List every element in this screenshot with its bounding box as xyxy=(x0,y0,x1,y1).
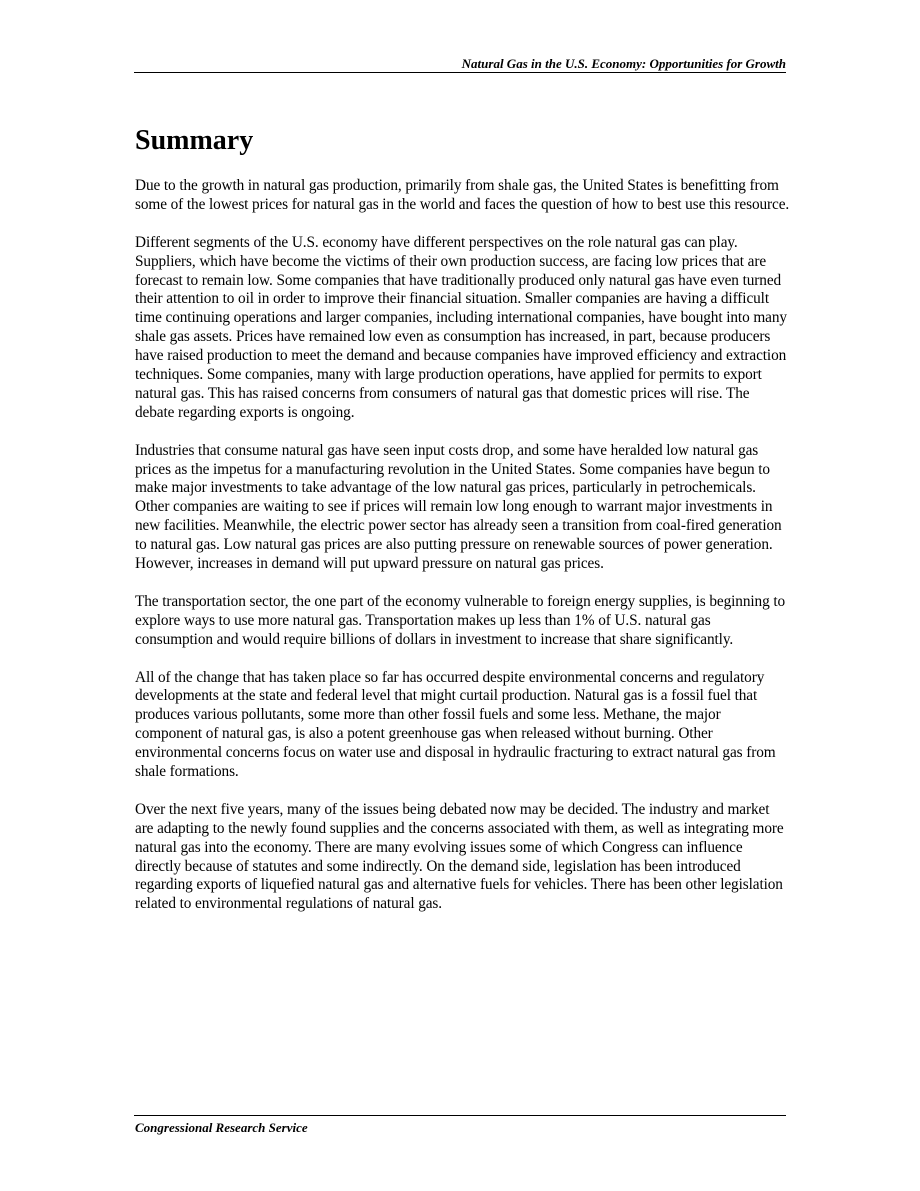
header-divider xyxy=(134,72,786,73)
summary-paragraph-6: Over the next five years, many of the issues being debated now may be decided. The industry and market are adapting to the newly found supplies and the concerns associated with them, as well as integrating more natural gas into the economy. There are many evolving issues some of which Congress can influence directly because of statutes and some indirectly. On the demand side, legislation has been introduced regarding exports of liquefied natural gas and alternative fuels for vehicles. There has been other legislation related to environmental regulations of natural gas. xyxy=(135,800,784,913)
footer-divider xyxy=(134,1115,786,1116)
section-title: Summary xyxy=(135,125,254,156)
summary-paragraph-4: The transportation sector, the one part of the economy vulnerable to foreign energy supplies, is beginning to explore ways to use more natural gas. Transportation makes up less than 1% of U.S. natural gas consumption and would require billions of dollars in investment to increase that share significantly. xyxy=(135,592,786,648)
summary-paragraph-5: All of the change that has taken place so far has occurred despite environmental concerns and regulatory developments at the state and federal level that might curtail production. Natural gas is a fossil fuel that produces various pollutants, some more than other fossil fuels and some less. Methane, the major component of natural gas, is also a potent greenhouse gas when released without burning. Other environmental concerns focus on water use and disposal in hydraulic fracturing to extract natural gas from shale formations. xyxy=(135,668,776,781)
summary-paragraph-2: Different segments of the U.S. economy have different perspectives on the role natural gas can play. Suppliers, which have become the victims of their own production success, are facing low prices that are forecast to remain low. Some companies that have traditionally produced only natural gas have even turned their attention to oil in order to improve their financial situation. Smaller companies are having a difficult time continuing operations and larger companies, including international companies, have bought into many shale gas assets. Prices have remained low even as consumption has increased, in part, because producers have raised production to meet the demand and because companies have improved efficiency and extraction techniques. Some companies, many with large production operations, have applied for permits to export natural gas. This has raised concerns from consumers of natural gas that domestic prices will rise. The debate regarding exports is ongoing. xyxy=(135,233,787,421)
summary-paragraph-1: Due to the growth in natural gas production, primarily from shale gas, the United States is benefitting from some of the lowest prices for natural gas in the world and faces the question of how to best use this resource. xyxy=(135,177,790,213)
running-header-title: Natural Gas in the U.S. Economy: Opportunities for Growth xyxy=(461,56,786,71)
summary-body xyxy=(135,177,790,933)
running-footer-organization: Congressional Research Service xyxy=(135,1120,308,1135)
summary-paragraph-3: Industries that consume natural gas have seen input costs drop, and some have heralded low natural gas prices as the impetus for a manufacturing revolution in the United States. Some companies have begun to make major investments to take advantage of the low natural gas prices, particularly in petrochemicals. Other companies are waiting to see if prices will remain low long enough to warrant major investments in new facilities. Meanwhile, the electric power sector has already seen a transition from coal-fired generation to natural gas. Low natural gas prices are also putting pressure on renewable sources of power generation. However, increases in demand will put upward pressure on natural gas prices. xyxy=(135,441,782,573)
